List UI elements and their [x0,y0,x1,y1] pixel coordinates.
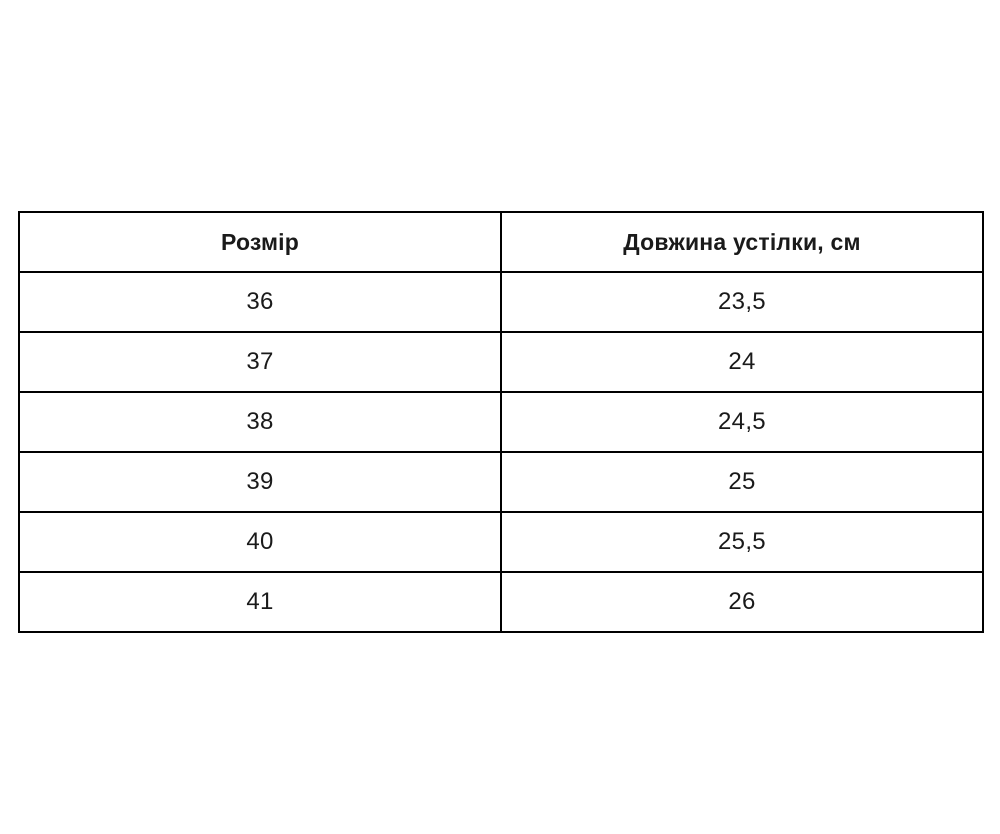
cell-insole-length: 24,5 [501,392,983,452]
cell-insole-length: 24 [501,332,983,392]
cell-size: 40 [19,512,501,572]
table-row [19,392,983,452]
table-row [19,512,983,572]
table-row [19,452,983,512]
size-table [18,211,984,633]
table-header-row [19,212,983,272]
column-header-insole-length: Довжина устілки, см [501,212,983,272]
column-header-size: Розмір [19,212,501,272]
cell-size: 38 [19,392,501,452]
cell-size: 39 [19,452,501,512]
table-row [19,332,983,392]
table-header [19,212,983,272]
cell-size: 37 [19,332,501,392]
table-row [19,572,983,632]
cell-insole-length: 25,5 [501,512,983,572]
cell-size: 41 [19,572,501,632]
cell-size: 36 [19,272,501,332]
table-row [19,272,983,332]
table-body [19,272,983,632]
cell-insole-length: 23,5 [501,272,983,332]
size-chart [18,211,982,633]
cell-insole-length: 25 [501,452,983,512]
cell-insole-length: 26 [501,572,983,632]
